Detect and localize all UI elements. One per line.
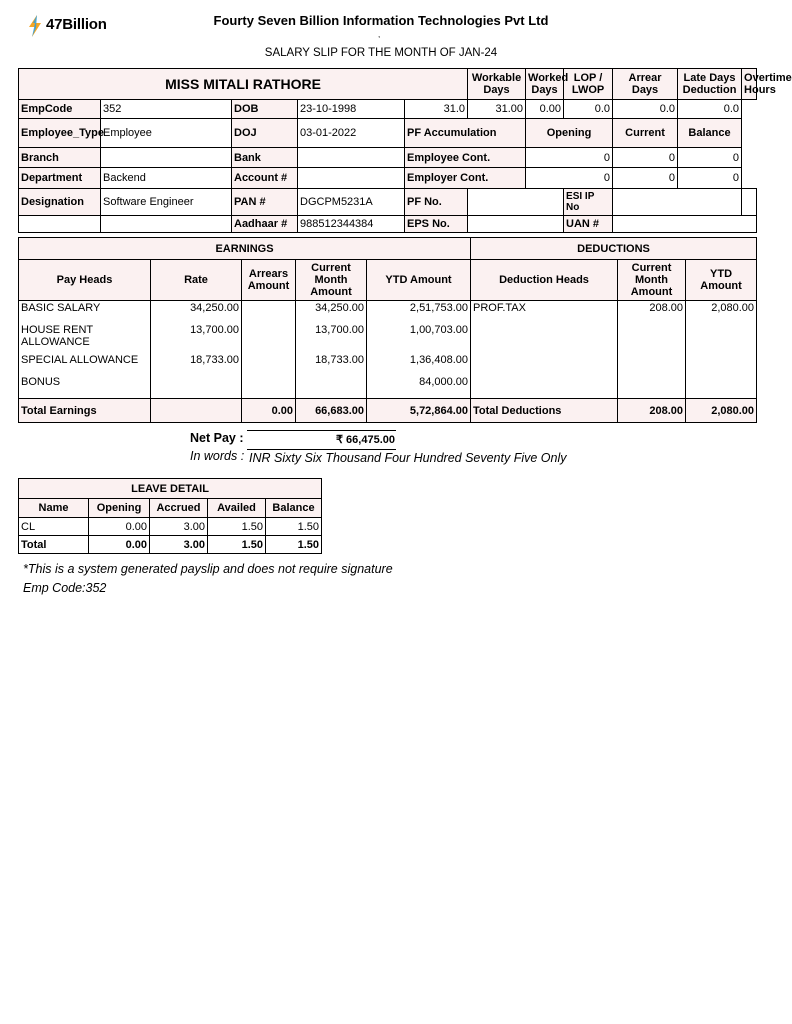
leave-header-accrued: Accrued bbox=[150, 499, 208, 518]
value-arrear-days: 0.0 bbox=[564, 100, 613, 119]
employee-info-table bbox=[18, 68, 792, 233]
header-lop: LOP / LWOP bbox=[564, 69, 613, 100]
header-workable-days: Workable Days bbox=[468, 69, 526, 100]
total-earnings-label: Total Earnings bbox=[19, 399, 151, 423]
net-pay-value: ₹ 66,475.00 bbox=[336, 434, 395, 446]
header-deduction-current: Current Month Amount bbox=[618, 260, 686, 301]
emp-code-note: Emp Code:352 bbox=[23, 581, 107, 595]
blank-cell bbox=[618, 353, 686, 375]
label-doj: DOJ bbox=[232, 119, 298, 148]
total-current: 66,683.00 bbox=[296, 399, 367, 423]
arrears bbox=[242, 301, 296, 323]
table-row bbox=[19, 323, 757, 353]
deduction-ytd: 2,080.00 bbox=[686, 301, 757, 323]
leave-header-opening: Opening bbox=[89, 499, 150, 518]
label-bank: Bank bbox=[232, 148, 298, 168]
leave-total-availed: 1.50 bbox=[208, 536, 266, 554]
blank-cell bbox=[471, 323, 618, 353]
label-employee-cont: Employee Cont. bbox=[405, 148, 526, 168]
label-pan: PAN # bbox=[232, 189, 298, 216]
system-generated-note: *This is a system generated payslip and does not require signature bbox=[23, 562, 393, 576]
rate: 34,250.00 bbox=[151, 301, 242, 323]
value-workable-days: 31.0 bbox=[405, 100, 468, 119]
label-empcode: EmpCode bbox=[19, 100, 101, 119]
pf-header-current: Current bbox=[613, 119, 678, 148]
leave-accrued: 3.00 bbox=[150, 518, 208, 536]
label-account: Account # bbox=[232, 168, 298, 189]
value-doj: 03-01-2022 bbox=[298, 119, 405, 148]
leave-opening: 0.00 bbox=[89, 518, 150, 536]
current-amount bbox=[296, 375, 367, 399]
header-arrears-amount: Arrears Amount bbox=[242, 260, 296, 301]
value-eps-no bbox=[468, 216, 564, 233]
current-amount: 13,700.00 bbox=[296, 323, 367, 353]
value-pf-no bbox=[468, 189, 564, 216]
pay-head: HOUSE RENT ALLOWANCE bbox=[19, 323, 151, 353]
value-lop: 0.00 bbox=[526, 100, 564, 119]
value-branch bbox=[101, 148, 232, 168]
header-overtime-hours: Overtime Hours bbox=[742, 69, 757, 100]
leave-total-opening: 0.00 bbox=[89, 536, 150, 554]
label-aadhaar: Aadhaar # bbox=[232, 216, 298, 233]
in-words-label: In words : bbox=[190, 449, 245, 463]
label-pf-no: PF No. bbox=[405, 189, 468, 216]
company-logo bbox=[27, 14, 117, 38]
value-department: Backend bbox=[101, 168, 232, 189]
value-dob: 23-10-1998 bbox=[298, 100, 405, 119]
value-designation: Software Engineer bbox=[101, 189, 232, 216]
label-pf-accumulation: PF Accumulation bbox=[405, 119, 526, 148]
value-empcode: 352 bbox=[101, 100, 232, 119]
employee-cont-current: 0 bbox=[613, 148, 678, 168]
blank-cell bbox=[686, 375, 757, 399]
header-worked-days: Worked Days bbox=[526, 69, 564, 100]
value-account bbox=[298, 168, 405, 189]
label-esi-ip-no: ESI IP No bbox=[564, 189, 613, 216]
label-eps-no: EPS No. bbox=[405, 216, 468, 233]
table-row bbox=[19, 353, 757, 375]
value-esi bbox=[613, 189, 742, 216]
header-current-month-amount: Current Month Amount bbox=[296, 260, 367, 301]
net-pay-box bbox=[247, 430, 396, 450]
earnings-deductions-table bbox=[18, 237, 757, 423]
pf-header-opening: Opening bbox=[526, 119, 613, 148]
rate: 18,733.00 bbox=[151, 353, 242, 375]
current-amount: 34,250.00 bbox=[296, 301, 367, 323]
value-late-days: 0.0 bbox=[613, 100, 678, 119]
leave-header-name: Name bbox=[19, 499, 89, 518]
ytd-amount: 84,000.00 bbox=[367, 375, 471, 399]
employer-cont-balance: 0 bbox=[678, 168, 742, 189]
ytd-amount: 1,36,408.00 bbox=[367, 353, 471, 375]
table-row bbox=[19, 301, 757, 323]
value-worked-days: 31.00 bbox=[468, 100, 526, 119]
leave-availed: 1.50 bbox=[208, 518, 266, 536]
employee-cont-balance: 0 bbox=[678, 148, 742, 168]
rate: 13,700.00 bbox=[151, 323, 242, 353]
pay-head: BASIC SALARY bbox=[19, 301, 151, 323]
company-name: Fourty Seven Billion Information Technologies Pvt Ltd bbox=[213, 13, 549, 28]
logo-text: 47Billion bbox=[46, 16, 107, 33]
employee-cont-opening: 0 bbox=[526, 148, 613, 168]
total-deductions-label: Total Deductions bbox=[471, 399, 618, 423]
value-pan: DGCPM5231A bbox=[298, 189, 405, 216]
employer-cont-opening: 0 bbox=[526, 168, 613, 189]
leave-detail-table bbox=[18, 478, 322, 554]
total-arrears: 0.00 bbox=[242, 399, 296, 423]
blank-cell bbox=[618, 375, 686, 399]
header-pay-heads: Pay Heads bbox=[19, 260, 151, 301]
rate bbox=[151, 375, 242, 399]
label-employee-type: Employee_Type bbox=[19, 119, 101, 148]
table-row bbox=[19, 518, 322, 536]
value-aadhaar: 988512344384 bbox=[298, 216, 405, 233]
leave-header-balance: Balance bbox=[266, 499, 322, 518]
value-uan bbox=[613, 216, 757, 233]
ytd-amount: 1,00,703.00 bbox=[367, 323, 471, 353]
leave-detail-title: LEAVE DETAIL bbox=[19, 479, 322, 499]
pay-head: BONUS bbox=[19, 375, 151, 399]
header-deduction-ytd: YTD Amount bbox=[686, 260, 757, 301]
label-employer-cont: Employer Cont. bbox=[405, 168, 526, 189]
blank-cell bbox=[151, 399, 242, 423]
lightning-bolt-icon bbox=[27, 14, 45, 38]
deduction-head: PROF.TAX bbox=[471, 301, 618, 323]
value-bank bbox=[298, 148, 405, 168]
leave-balance: 1.50 bbox=[266, 518, 322, 536]
blank-cell bbox=[618, 323, 686, 353]
blank-cell bbox=[471, 353, 618, 375]
leave-header-availed: Availed bbox=[208, 499, 266, 518]
deduction-current: 208.00 bbox=[618, 301, 686, 323]
header-arrear-days: Arrear Days bbox=[613, 69, 678, 100]
net-pay-label: Net Pay : bbox=[190, 431, 244, 445]
value-overtime-hours: 0.0 bbox=[678, 100, 742, 119]
total-ytd: 5,72,864.00 bbox=[367, 399, 471, 423]
employee-name: MISS MITALI RATHORE bbox=[19, 69, 468, 100]
salary-slip-title: SALARY SLIP FOR THE MONTH OF JAN-24 bbox=[264, 47, 498, 59]
header-late-days: Late Days Deduction bbox=[678, 69, 742, 100]
pf-header-balance: Balance bbox=[678, 119, 742, 148]
current-amount: 18,733.00 bbox=[296, 353, 367, 375]
ytd-amount: 2,51,753.00 bbox=[367, 301, 471, 323]
blank-cell bbox=[686, 323, 757, 353]
in-words-value: INR Sixty Six Thousand Four Hundred Seventy Five Only bbox=[249, 451, 567, 465]
leave-name: CL bbox=[19, 518, 89, 536]
table-row bbox=[19, 375, 757, 399]
total-deductions-current: 208.00 bbox=[618, 399, 686, 423]
leave-total-balance: 1.50 bbox=[266, 536, 322, 554]
earnings-title: EARNINGS bbox=[19, 238, 471, 260]
leave-total-label: Total bbox=[19, 536, 89, 554]
blank-cell bbox=[471, 375, 618, 399]
label-uan: UAN # bbox=[564, 216, 613, 233]
label-branch: Branch bbox=[19, 148, 101, 168]
arrears bbox=[242, 353, 296, 375]
value-employee-type: Employee bbox=[101, 119, 232, 148]
arrears bbox=[242, 323, 296, 353]
blank-cell bbox=[19, 216, 101, 233]
label-dob: DOB bbox=[232, 100, 298, 119]
header-comma: , bbox=[378, 30, 381, 39]
blank-cell bbox=[101, 216, 232, 233]
employer-cont-current: 0 bbox=[613, 168, 678, 189]
blank-cell bbox=[686, 353, 757, 375]
leave-total-accrued: 3.00 bbox=[150, 536, 208, 554]
deductions-title: DEDUCTIONS bbox=[471, 238, 757, 260]
arrears bbox=[242, 375, 296, 399]
header-deduction-heads: Deduction Heads bbox=[471, 260, 618, 301]
label-designation: Designation bbox=[19, 189, 101, 216]
esi-filler bbox=[742, 189, 757, 216]
header-ytd-amount: YTD Amount bbox=[367, 260, 471, 301]
label-department: Department bbox=[19, 168, 101, 189]
total-deductions-ytd: 2,080.00 bbox=[686, 399, 757, 423]
pay-head: SPECIAL ALLOWANCE bbox=[19, 353, 151, 375]
header-rate: Rate bbox=[151, 260, 242, 301]
